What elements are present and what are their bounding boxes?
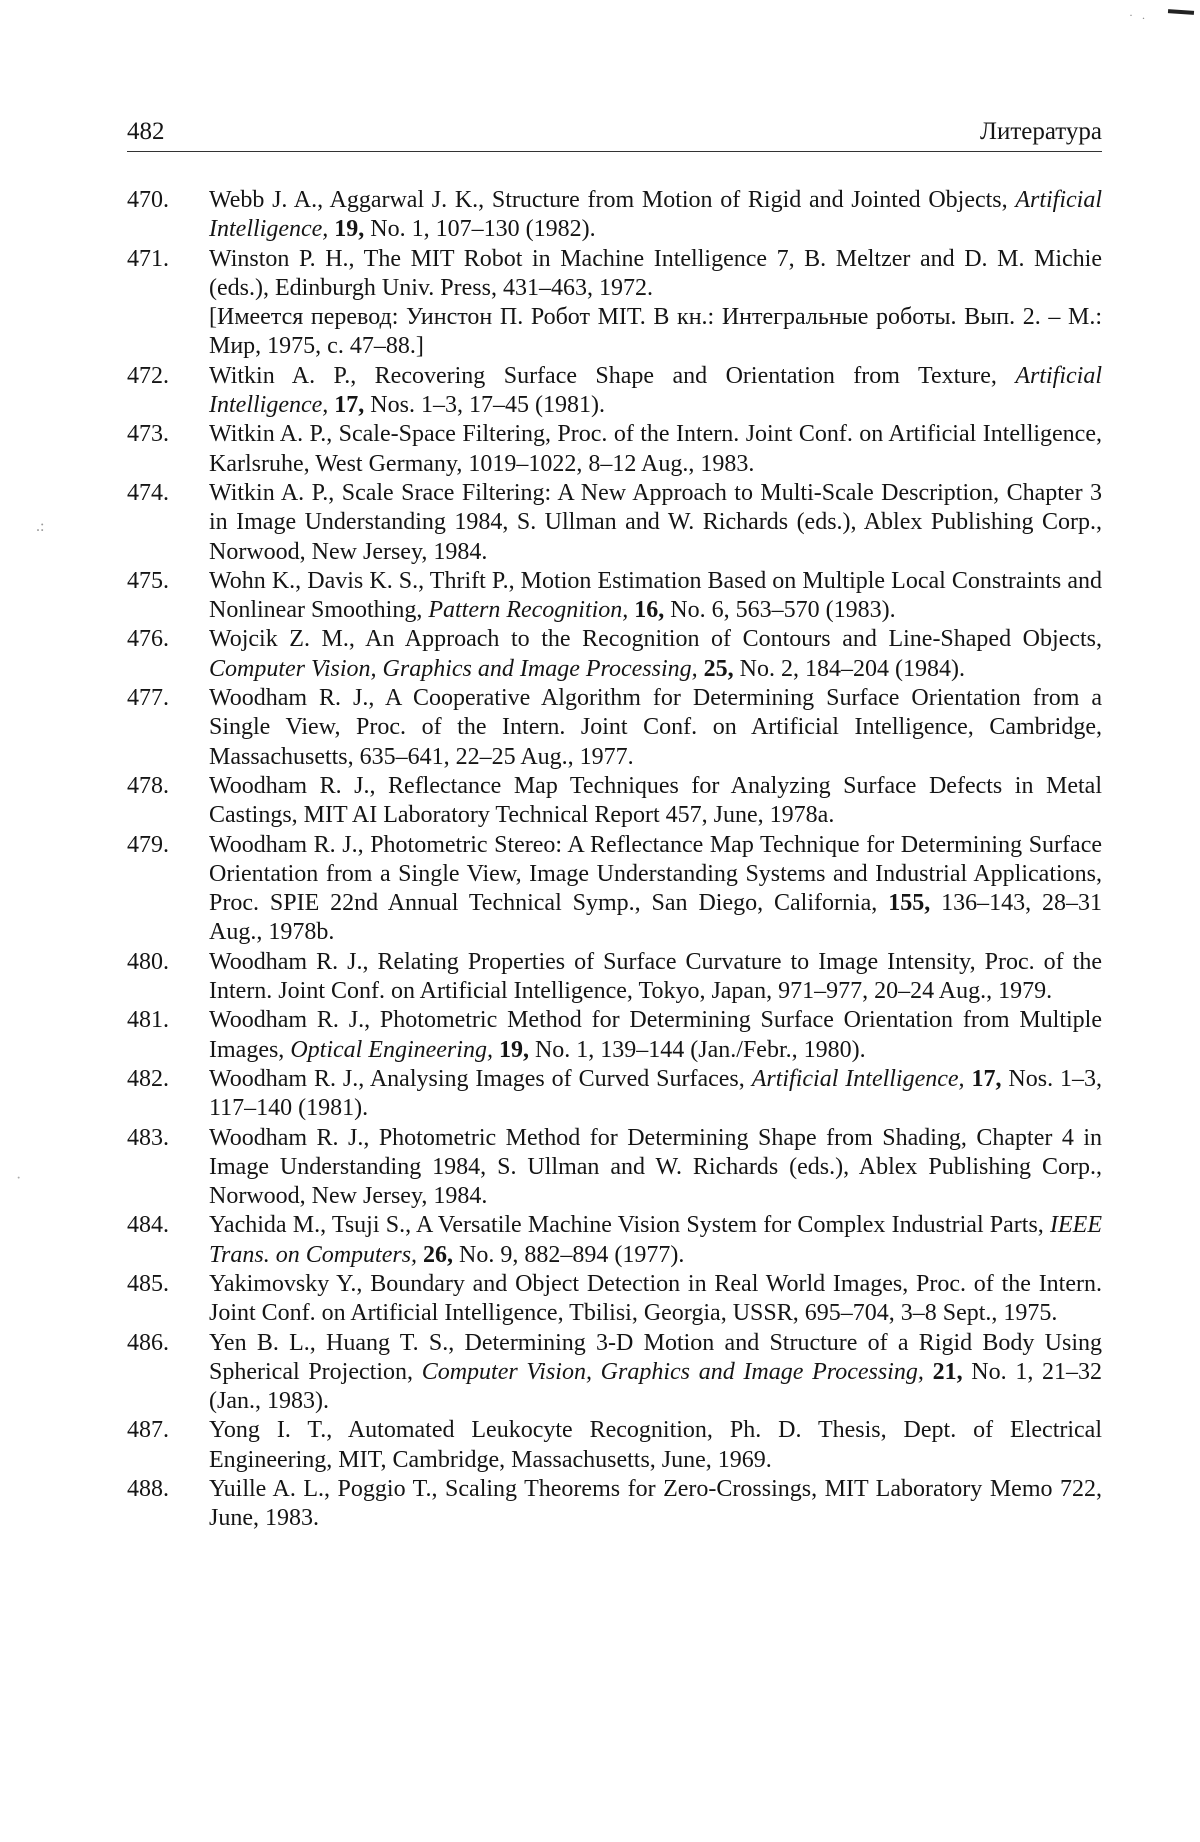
reference-number: 484. xyxy=(127,1212,169,1239)
reference-text xyxy=(209,567,1102,626)
reference-entry xyxy=(127,831,1102,948)
reference-number: 477. xyxy=(127,685,169,712)
reference-number: 472. xyxy=(127,362,169,389)
reference-text xyxy=(209,684,1102,772)
source-title: Computer Vision, Graphics and Image Processing, xyxy=(421,1358,924,1385)
volume-number: 21, xyxy=(932,1358,963,1385)
reference-text xyxy=(209,245,1102,304)
running-title: Литература xyxy=(980,118,1102,145)
reference-segment: Nos. 1–3, 17–45 (1981). xyxy=(364,392,605,419)
reference-number: 483. xyxy=(127,1124,169,1151)
reference-entry xyxy=(127,1006,1102,1065)
reference-entry xyxy=(127,1270,1102,1329)
reference-segment: Woodham R. J., Reflectance Map Techniques for Analyzing Surface Defects in Metal Castings, MIT AI Laboratory Technical Report 457, June, 1978a. xyxy=(209,772,1102,829)
reference-number: 470. xyxy=(127,187,169,213)
reference-segment xyxy=(965,1066,972,1092)
reference-text xyxy=(209,831,1102,948)
source-title: Artificial Intelligence, xyxy=(209,362,1102,419)
page-header xyxy=(127,118,1102,152)
reference-segment: Webb J. A., Aggarwal J. K., Structure from Motion of Rigid and Jointed Objects, xyxy=(209,187,1016,213)
reference-number: 471. xyxy=(127,245,169,272)
reference-entry xyxy=(127,772,1102,831)
reference-entry xyxy=(127,420,1102,479)
reference-text xyxy=(209,1329,1102,1417)
reference-text xyxy=(209,625,1102,684)
page-number: 482 xyxy=(127,118,165,145)
reference-segment: Yakimovsky Y., Boundary and Object Detection in Real World Images, Proc. of the Intern. Joint Conf. on Artificial Intelligence, Tbilisi, Georgia, USSR, 695–704, 3–8 Sept., 1975. xyxy=(209,1270,1102,1327)
source-title: Optical Engineering, xyxy=(290,1036,493,1063)
reference-entry xyxy=(127,186,1102,245)
source-title: IEEE Trans. on Computers, xyxy=(209,1212,1102,1268)
reference-segment: Yen B. L., Huang T. S., Determining 3-D Motion and Structure of a Rigid Body Using Spherical Projection, xyxy=(209,1329,1102,1385)
reference-entry xyxy=(127,1211,1102,1270)
reference-text xyxy=(209,1270,1102,1329)
reference-number: 482. xyxy=(127,1065,169,1092)
reference-segment: Winston P. H., The MIT Robot in Machine Intelligence 7, B. Meltzer and D. M. Michie (eds.), Edinburgh Univ. Press, 431–463, 1972. xyxy=(209,245,1102,301)
reference-text xyxy=(209,1006,1102,1065)
translation-note: [Имеется перевод: Уинстон П. Робот MIT. В кн.: Интегральные роботы. Вып. 2. – М.: Мир, 1975, с. 47–88.] xyxy=(209,304,1102,360)
reference-segment: Yong I. T., Automated Leukocyte Recognition, Ph. D. Thesis, Dept. of Electrical Engineering, MIT, Cambridge, Massachusetts, June, 1969. xyxy=(209,1417,1102,1473)
reference-entry xyxy=(127,1065,1102,1124)
reference-segment: No. 6, 563–570 (1983). xyxy=(664,597,896,624)
reference-list xyxy=(127,186,1102,1534)
volume-number: 26, xyxy=(423,1241,454,1268)
reference-text xyxy=(209,1211,1102,1270)
reference-number: 475. xyxy=(127,567,169,594)
reference-segment: Yachida M., Tsuji S., A Versatile Machine Vision System for Complex Industrial Parts, xyxy=(209,1212,1051,1239)
reference-entry xyxy=(127,948,1102,1007)
reference-entry xyxy=(127,1475,1102,1534)
source-title: Pattern Recognition, xyxy=(428,597,629,624)
reference-text xyxy=(209,1475,1102,1534)
reference-number: 480. xyxy=(127,948,169,975)
reference-entry xyxy=(127,1329,1102,1417)
reference-text xyxy=(209,1416,1102,1475)
reference-segment: No. 1, 21–32 (Jan., 1983). xyxy=(209,1358,1103,1415)
scan-speck-mark-lower: · xyxy=(16,1170,22,1187)
header-rule xyxy=(127,151,1102,152)
reference-number: 488. xyxy=(127,1476,169,1503)
reference-text xyxy=(209,362,1102,421)
reference-entry xyxy=(127,362,1102,421)
reference-number: 485. xyxy=(127,1270,169,1297)
volume-number: 25, xyxy=(703,655,734,682)
reference-text xyxy=(209,1065,1102,1124)
reference-entry xyxy=(127,1124,1102,1212)
reference-segment: Nos. 1–3, 117–140 (1981). xyxy=(209,1065,1103,1122)
reference-number: 487. xyxy=(127,1417,169,1444)
reference-text xyxy=(209,948,1102,1007)
reference-entry xyxy=(127,245,1102,362)
volume-number: 17, xyxy=(971,1065,1002,1092)
reference-entry xyxy=(127,567,1102,626)
scan-speck-mark: .: xyxy=(36,518,45,535)
reference-number: 486. xyxy=(127,1329,169,1356)
reference-segment: Woodham R. J., Analysing Images of Curved Surfaces, xyxy=(209,1065,752,1092)
reference-segment: No. 9, 882–894 (1977). xyxy=(453,1241,685,1268)
reference-number: 478. xyxy=(127,772,169,799)
reference-segment: Woodham R. J., Photometric Method for Determining Surface Orientation from Multiple Images, xyxy=(209,1007,1102,1063)
reference-entry xyxy=(127,625,1102,684)
reference-segment: Witkin A. P., Recovering Surface Shape and Orientation from Texture, xyxy=(209,362,1016,389)
scan-speck-marks: · . xyxy=(1129,8,1148,22)
reference-segment: Wohn K., Davis K. S., Thrift P., Motion Estimation Based on Multiple Local Constraints and Nonlinear Smoothing, xyxy=(209,567,1102,624)
reference-text xyxy=(209,1124,1102,1212)
reference-segment: No. 1, 139–144 (Jan./Febr., 1980). xyxy=(528,1036,866,1063)
volume-number: 17, xyxy=(334,392,365,419)
reference-text xyxy=(209,420,1102,479)
reference-number: 481. xyxy=(127,1007,169,1034)
reference-entry xyxy=(127,684,1102,772)
reference-number: 476. xyxy=(127,626,169,653)
reference-number: 473. xyxy=(127,421,169,448)
reference-entry xyxy=(127,1416,1102,1475)
reference-segment: Woodham R. J., Photometric Stereo: A Reflectance Map Technique for Determining Surface Orientation from a Single View, Image Understanding Systems and Industrial Applications, Proc. SPIE 22nd Annual Technical Symp., San Diego, California, xyxy=(209,831,1102,917)
reference-segment: 136–143, 28–31 Aug., 1978b. xyxy=(209,890,1102,946)
volume-number: 155, xyxy=(888,890,931,917)
reference-segment xyxy=(924,1359,933,1385)
volume-number: 19, xyxy=(334,216,365,243)
scan-edge-mark xyxy=(1168,9,1194,15)
reference-segment: Woodham R. J., Photometric Method for Determining Shape from Shading, Chapter 4 in Image Understanding 1984, S. Ullman and W. Richards (eds.), Ablex Publishing Corp., Norwood, New Jersey, 1984. xyxy=(209,1124,1102,1210)
reference-segment: Woodham R. J., A Cooperative Algorithm for Determining Surface Orientation from a Single View, Proc. of the Intern. Joint Conf. on Artificial Intelligence, Cambridge, Massachusetts, 635–641, 22–25 Aug., 1977. xyxy=(209,685,1102,770)
source-title: Computer Vision, Graphics and Image Processing, xyxy=(209,655,698,682)
reference-segment: Woodham R. J., Relating Properties of Surface Curvature to Image Intensity, Proc. of the Intern. Joint Conf. on Artificial Intelligence, Tokyo, Japan, 971–977, 20–24 Aug., 1979. xyxy=(209,948,1102,1005)
reference-text xyxy=(209,186,1102,245)
reference-segment: Wojcik Z. M., An Approach to the Recognition of Contours and Line-Shaped Objects, xyxy=(209,626,1102,653)
volume-number: 19, xyxy=(498,1036,529,1063)
reference-segment: No. 2, 184–204 (1984). xyxy=(733,655,965,682)
reference-text xyxy=(209,479,1102,567)
source-title: Artificial Intelligence, xyxy=(751,1065,965,1092)
source-title: Artificial Intelligence, xyxy=(209,187,1102,243)
reference-number: 474. xyxy=(127,479,169,506)
reference-segment: No. 1, 107–130 (1982). xyxy=(364,216,596,243)
reference-segment: Yuille A. L., Poggio T., Scaling Theorems for Zero-Crossings, MIT Laboratory Memo 722, June, 1983. xyxy=(209,1476,1102,1532)
reference-number: 479. xyxy=(127,831,169,858)
reference-segment: Witkin A. P., Scale Srace Filtering: A New Approach to Multi-Scale Description, Chapter 3 in Image Understanding 1984, S. Ullman and W. Richards (eds.), Ablex Publishing Corp., Norwood, New Jersey, 1984. xyxy=(209,479,1102,565)
reference-text xyxy=(209,772,1102,831)
reference-entry xyxy=(127,479,1102,567)
reference-segment: Witkin A. P., Scale-Space Filtering, Proc. of the Intern. Joint Conf. on Artificial Intelligence, Karlsruhe, West Germany, 1019–1022, 8–12 Aug., 1983. xyxy=(209,421,1102,477)
volume-number: 16, xyxy=(634,597,665,624)
